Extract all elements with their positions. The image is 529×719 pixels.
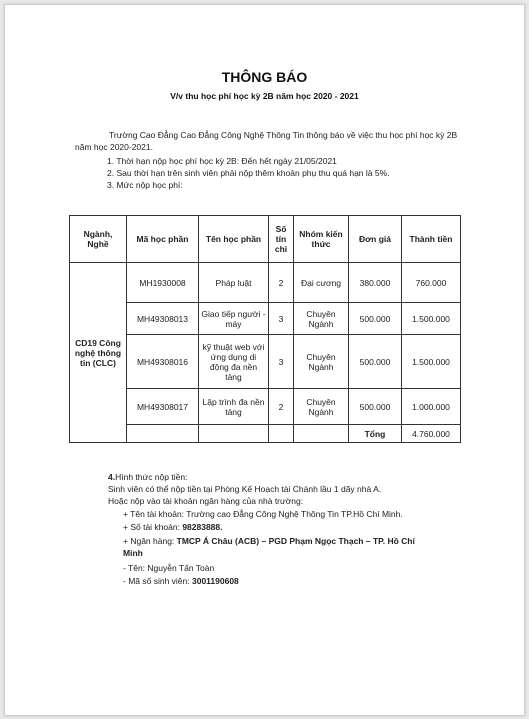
table-row <box>70 263 461 303</box>
major-cell: CD19 Công nghệ thông tin (CLC) <box>70 263 127 443</box>
table-row <box>70 335 461 389</box>
course-price: 380.000 <box>349 263 402 303</box>
table-row <box>70 389 461 425</box>
course-code: MH49308016 <box>127 335 199 389</box>
payment-line: Sinh viên có thể nộp tiền tại Phòng Kế Hoạch tài Chánh lầu 1 dãy nhà A. <box>108 484 382 494</box>
course-price: 500.000 <box>349 335 402 389</box>
list-item: 3. Mức nộp học phí: <box>107 180 183 190</box>
header-price: Đơn giá <box>349 216 402 263</box>
payment-heading: 4.Hình thức nộp tiền: <box>108 472 188 482</box>
fee-table <box>69 215 461 443</box>
header-total: Thành tiền <box>402 216 461 263</box>
course-group: Chuyên Ngành <box>294 335 349 389</box>
list-item: 1. Thời hạn nộp học phí học kỳ 2B: Đến hết ngày 21/05/2021 <box>107 156 337 166</box>
list-item: 2. Sau thời hạn trên sinh viên phải nộp thêm khoản phụ thu quá hạn là 5%. <box>107 168 390 178</box>
intro-text: Trường Cao Đẳng Cao Đẳng Công Nghệ Thông Tin thông báo về việc thu học phí học kỳ 2B năm học 2020-2021. <box>75 130 458 152</box>
bank-name: + Ngân hàng: TMCP Á Châu (ACB) – PGD Phạm Ngọc Thạch – TP. Hồ Chí <box>123 536 415 546</box>
course-code: MH49308017 <box>127 389 199 425</box>
course-code: MH49308013 <box>127 303 199 335</box>
course-credits: 3 <box>269 335 294 389</box>
total-label: Tổng <box>349 425 402 443</box>
bank-name-cont: Minh <box>123 548 143 558</box>
course-credits: 3 <box>269 303 294 335</box>
header-code: Mã học phần <box>127 216 199 263</box>
course-total: 1.000.000 <box>402 389 461 425</box>
course-total: 1.500.000 <box>402 335 461 389</box>
page-subtitle: V/v thu học phí học kỳ 2B năm học 2020 - 2021 <box>170 91 359 101</box>
total-value: 4.760.000 <box>402 425 461 443</box>
page-title: THÔNG BÁO <box>221 69 308 85</box>
student-id: - Mã số sinh viên: 3001190608 <box>123 576 239 586</box>
intro-paragraph <box>75 129 465 153</box>
table-header-row <box>70 216 461 263</box>
payment-line: Hoặc nộp vào tài khoản ngân hàng của nhà trường: <box>108 496 304 506</box>
course-price: 500.000 <box>349 389 402 425</box>
course-price: 500.000 <box>349 303 402 335</box>
course-code: MH1930008 <box>127 263 199 303</box>
header-name: Tên học phần <box>199 216 269 263</box>
table-row <box>70 303 461 335</box>
document-page <box>4 4 525 716</box>
course-name: Pháp luật <box>199 263 269 303</box>
course-group: Chuyên Ngành <box>294 303 349 335</box>
course-name: Giao tiếp người - máy <box>199 303 269 335</box>
header-credits: Số tín chỉ <box>269 216 294 263</box>
table-total-row <box>70 425 461 443</box>
account-number: + Số tài khoản: 98283888. <box>123 522 223 532</box>
course-total: 760.000 <box>402 263 461 303</box>
course-credits: 2 <box>269 263 294 303</box>
course-credits: 2 <box>269 389 294 425</box>
course-name: kỹ thuật web với ứng dụng di động đa nền tảng <box>199 335 269 389</box>
course-total: 1.500.000 <box>402 303 461 335</box>
account-name: + Tên tài khoản: Trường cao Đẳng Công Nghệ Thông Tin TP.Hồ Chí Minh. <box>123 509 403 519</box>
course-group: Đại cương <box>294 263 349 303</box>
course-group: Chuyên Ngành <box>294 389 349 425</box>
header-group: Nhóm kiến thức <box>294 216 349 263</box>
course-name: Lập trình đa nền tảng <box>199 389 269 425</box>
header-major: Ngành, Nghề <box>70 216 127 263</box>
holder-name: - Tên: Nguyễn Tấn Toàn <box>123 563 215 573</box>
